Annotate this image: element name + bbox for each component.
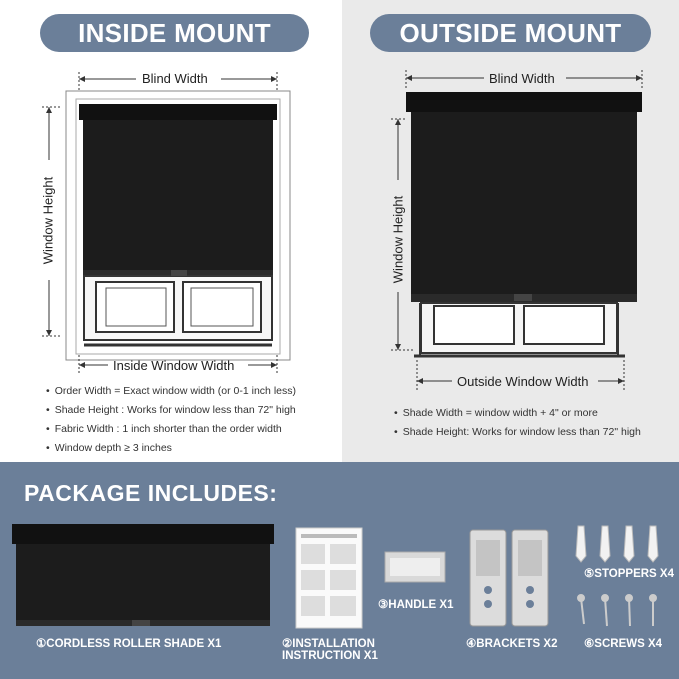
inside-note: • Order Width = Exact window width (or 0-1 inch less) xyxy=(46,385,296,397)
brackets-image xyxy=(470,530,548,626)
inside-mount-title: INSIDE MOUNT xyxy=(40,14,309,52)
package-title: PACKAGE INCLUDES: xyxy=(24,480,278,506)
inside-blind-width-label: Blind Width xyxy=(142,71,208,86)
inside-notes-list xyxy=(46,385,296,461)
inside-note: • Shade Height : Works for window less than 72" high xyxy=(46,404,296,416)
instruction-booklet-image xyxy=(296,528,362,628)
handle-label: ③HANDLE X1 xyxy=(378,599,454,611)
outside-note: • Shade Height: Works for window less than 72" high xyxy=(394,426,641,438)
stoppers-image xyxy=(576,526,658,562)
roller-shade-image xyxy=(12,524,274,626)
inside-note: • Fabric Width : 1 inch shorter than the order width xyxy=(46,423,296,435)
brackets-label: ④BRACKETS X2 xyxy=(466,638,558,650)
screws-image xyxy=(578,595,656,626)
stoppers-label: ⑤STOPPERS X4 xyxy=(584,568,674,580)
inside-mount-panel xyxy=(0,0,342,462)
screws-label: ⑥SCREWS X4 xyxy=(584,638,663,650)
inside-note: • Window depth ≥ 3 inches xyxy=(46,442,296,454)
package-section xyxy=(0,462,679,679)
outside-mount-panel xyxy=(342,0,679,462)
cordless-roller-shade-label: ①CORDLESS ROLLER SHADE X1 xyxy=(36,638,222,650)
installation-instruction-label-line2: INSTRUCTION X1 xyxy=(282,650,378,662)
outside-notes-list xyxy=(394,407,641,445)
outside-window-height-label: Window Height xyxy=(390,195,406,284)
handle-image xyxy=(385,552,445,582)
outside-mount-title: OUTSIDE MOUNT xyxy=(370,14,651,52)
inside-window-width-label: Inside Window Width xyxy=(113,358,235,373)
inside-window-height-label: Window Height xyxy=(40,176,56,265)
outside-blind-width-label: Blind Width xyxy=(489,71,555,86)
outside-note: • Shade Width = window width + 4" or more xyxy=(394,407,641,419)
outside-window-width-label: Outside Window Width xyxy=(457,374,589,389)
installation-instruction-label: ②INSTALLATION xyxy=(282,638,375,650)
